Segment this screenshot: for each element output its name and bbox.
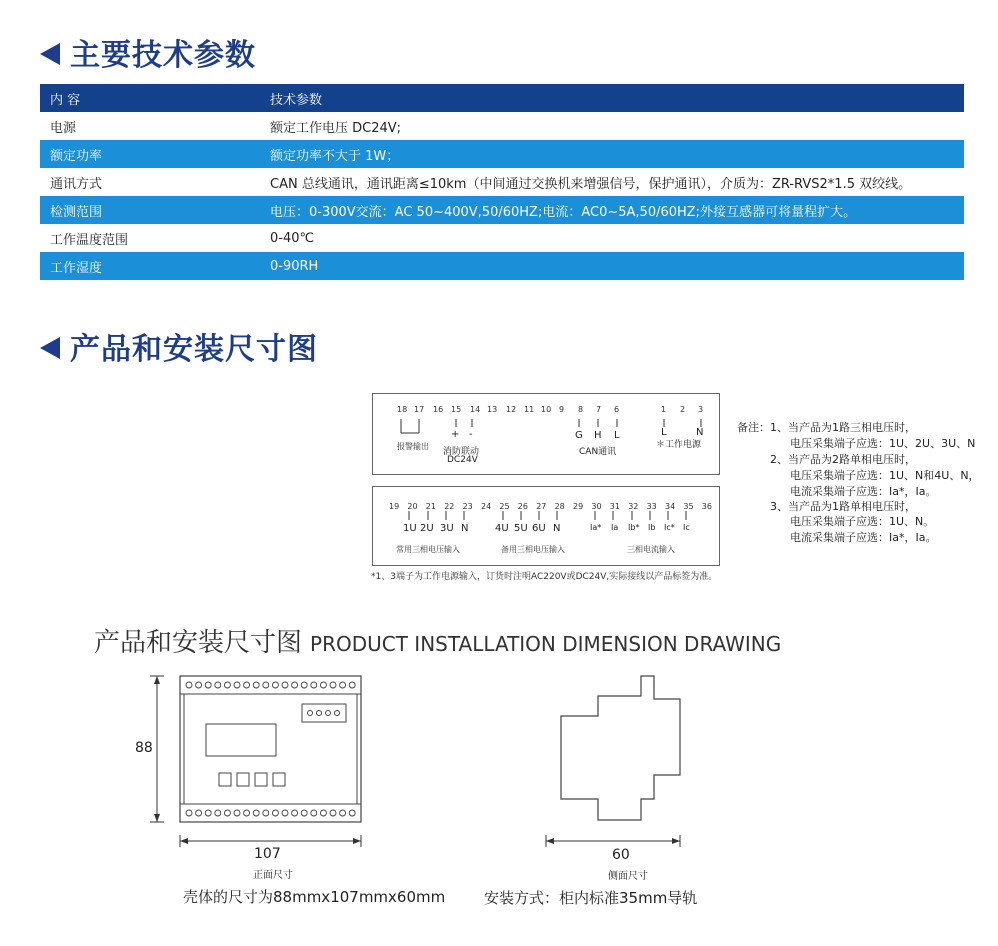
row-item: 额定功率	[40, 140, 260, 168]
terminal-term: 3U	[440, 523, 454, 534]
side-view-label: 侧面尺寸	[608, 871, 648, 882]
terminal-number: 29	[573, 502, 584, 511]
fire-minus-sign: -	[469, 429, 473, 440]
fire-plus-sign: +	[451, 429, 460, 440]
table-row	[40, 196, 964, 224]
housing-size-caption: 壳体的尺寸为88mmx107mmx60mm	[183, 888, 446, 906]
terminal-number: 15	[451, 405, 462, 414]
terminal-number: 18	[397, 405, 408, 414]
terminal-number: 24	[481, 502, 492, 511]
table-row	[40, 112, 964, 140]
table-row	[40, 140, 964, 168]
terminal-term: 5U	[514, 523, 528, 534]
row-value: 额定功率不大于 1W；	[260, 140, 964, 168]
triangle-left-icon	[40, 43, 60, 65]
front-view-label: 正面尺寸	[253, 870, 293, 881]
wiring-footnote: *1、3端子为工作电源输入，订货时注明AC220V或DC24V,实际接线以产品标签为准。	[371, 572, 718, 582]
terminal-number: 23	[462, 502, 473, 511]
header-item: 内 容	[40, 84, 260, 112]
table-row	[40, 252, 964, 280]
terminal-term: 4U	[495, 523, 509, 534]
section-title-dimensions: 产品和安装尺寸图	[40, 332, 318, 368]
table-row	[40, 224, 964, 252]
mounting-caption: 安装方式：柜内标准35mm导轨	[484, 889, 698, 907]
row-item: 工作温度范围	[40, 224, 260, 252]
terminal-number: 14	[470, 405, 481, 414]
drawing-title-en: PRODUCT INSTALLATION DIMENSION DRAWING	[310, 632, 782, 656]
fire-linkage-voltage: DC24V	[447, 455, 478, 465]
header-value: 技术参数	[260, 84, 964, 112]
terminal-term: Ia*	[590, 523, 602, 532]
drawing-title	[94, 622, 781, 659]
side-width-dimension: 60	[612, 847, 630, 863]
terminal-number: 21	[425, 502, 436, 511]
terminal-number: 17	[414, 405, 425, 414]
note-line: 电流采集端子应选：Ia*，Ia。	[790, 485, 937, 498]
section-title-specs: 主要技术参数	[40, 38, 256, 74]
row-item: 检测范围	[40, 196, 260, 224]
terminal-term: Ic*	[664, 523, 675, 532]
terminal-number: 34	[665, 502, 676, 511]
terminal-number: 35	[683, 502, 694, 511]
terminal-number: 12	[506, 405, 517, 414]
spec-table-header	[40, 84, 964, 112]
row-value: CAN 总线通讯，通讯距离≤10km（中间通过交换机来增强信号，保护通讯），介质为：ZR-RVS2*1.5 双绞线。	[260, 168, 964, 196]
row-item: 通讯方式	[40, 168, 260, 196]
current-input-label: 三相电流输入	[627, 545, 675, 554]
note-line: 电压采集端子应选：1U、2U、3U、N	[790, 437, 976, 450]
note-line: 电压采集端子应选：1U、N。	[790, 515, 935, 528]
terminal-term: Ia	[611, 523, 619, 532]
note-line: 电压采集端子应选：1U、N和4U、N，	[790, 469, 980, 482]
triangle-left-icon	[40, 337, 60, 359]
terminal-number: 20	[407, 502, 418, 511]
terminal-number: 26	[517, 502, 528, 511]
terminal-number: 3	[698, 405, 704, 414]
power-l: L	[661, 427, 667, 438]
row-value: 额定工作电压 DC24V;	[260, 112, 964, 140]
top-terminal-lines	[372, 393, 720, 475]
terminal-number: 33	[646, 502, 657, 511]
terminal-number: 32	[628, 502, 639, 511]
terminal-number: 25	[499, 502, 510, 511]
power-n: N	[696, 427, 704, 438]
power-label: ＊工作电源	[656, 440, 702, 450]
terminal-number: 31	[609, 502, 620, 511]
height-dimension: 88	[135, 740, 153, 756]
terminal-number: 28	[554, 502, 565, 511]
terminal-term: Ib	[648, 523, 656, 532]
terminal-number: 10	[541, 405, 552, 414]
terminal-number: 7	[596, 405, 602, 414]
can-g: G	[575, 430, 583, 441]
terminal-term: 6U	[532, 523, 546, 534]
side-view-drawing	[540, 668, 700, 858]
main-voltage-label: 常用三相电压输入	[396, 545, 460, 554]
terminal-number: 1	[661, 405, 667, 414]
spec-table	[40, 84, 964, 280]
terminal-number: 30	[591, 502, 602, 511]
terminal-number: 11	[524, 405, 535, 414]
table-row	[40, 168, 964, 196]
note-line: 2、当产品为2路单相电压时，	[770, 453, 916, 466]
front-view-drawing	[140, 668, 380, 868]
row-value: 电压：0-300V交流：AC 50~400V,50/60HZ;电流：AC0~5A,50/60HZ;外接互感器可将量程扩大。	[260, 196, 964, 224]
front-width-dimension: 107	[254, 846, 281, 862]
fire-linkage-label: 消防联动	[443, 447, 480, 457]
terminal-term: N	[553, 523, 561, 534]
note-line: 3、当产品为1路单相电压时，	[770, 500, 916, 513]
can-l: L	[614, 430, 620, 441]
can-h: H	[594, 430, 602, 441]
row-value: 0-90RH	[260, 252, 964, 280]
terminal-number: 19	[389, 502, 400, 511]
note-line: 备注：1、当产品为1路三相电压时，	[737, 421, 916, 434]
terminal-number: 27	[536, 502, 547, 511]
backup-voltage-label: 备用三相电压输入	[501, 545, 565, 554]
alarm-output-label: 报警输出	[397, 442, 429, 451]
terminal-term: 1U	[403, 523, 417, 534]
terminal-number: 2	[680, 405, 686, 414]
row-item: 电源	[40, 112, 260, 140]
terminal-number: 22	[444, 502, 455, 511]
drawing-title-cn: 产品和安装尺寸图	[94, 628, 303, 658]
terminal-number: 6	[614, 405, 620, 414]
can-label: CAN通讯	[579, 447, 617, 457]
terminal-number: 16	[433, 405, 444, 414]
terminal-term: Ic	[683, 523, 690, 532]
row-value: 0-40℃	[260, 224, 964, 252]
terminal-number: 9	[559, 405, 565, 414]
terminal-term: 2U	[420, 523, 434, 534]
row-item: 工作湿度	[40, 252, 260, 280]
terminal-number: 36	[701, 502, 712, 511]
terminal-term: Ib*	[628, 523, 640, 532]
terminal-number: 13	[487, 405, 498, 414]
terminal-number: 8	[578, 405, 584, 414]
terminal-term: N	[461, 523, 469, 534]
note-line: 电流采集端子应选：Ia*，Ia。	[790, 531, 937, 544]
